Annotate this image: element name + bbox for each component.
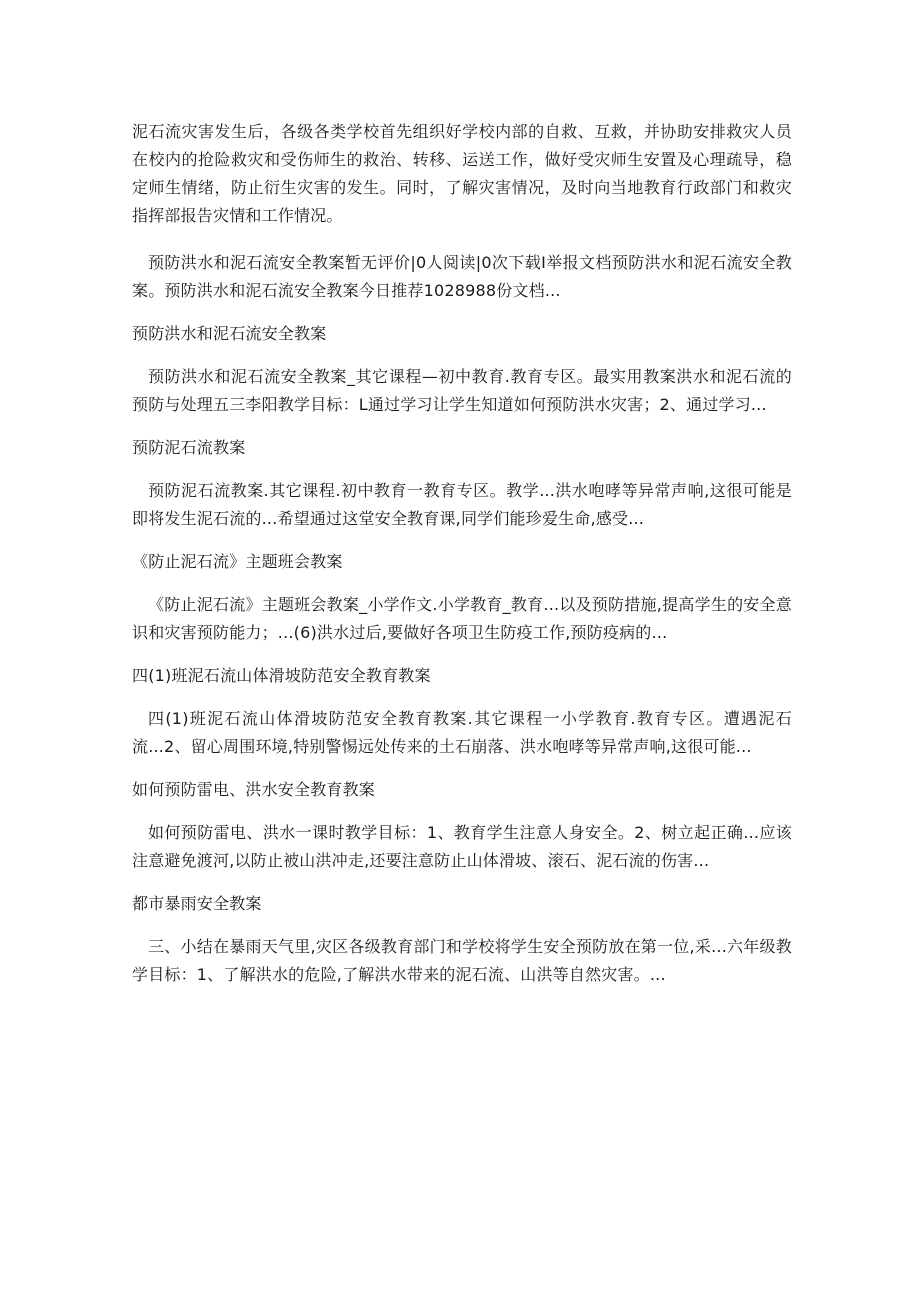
result-title[interactable]: 如何预防雷电、洪水安全教育教案 (132, 780, 376, 799)
result-item (132, 776, 792, 875)
result-item (132, 548, 792, 647)
result-title[interactable]: 都市暴雨安全教案 (132, 894, 262, 913)
result-item (132, 434, 792, 533)
result-snippet: 如何预防雷电、洪水一课时教学目标：1、教育学生注意人身安全。2、树立起正确...应该注意避免渡河,以防止被山洪冲走,还要注意防止山体滑坡、滚石、泥石流的伤害... (132, 823, 792, 870)
result-snippet: 四(1)班泥石流山体滑坡防范安全教育教案.其它课程一小学教育.教育专区。遭遇泥石流...2、留心周围环境,特别警惕远处传来的土石崩落、洪水咆哮等异常声响,这很可能... (132, 709, 792, 756)
result-title[interactable]: 预防洪水和泥石流安全教案 (132, 324, 327, 343)
result-item (132, 890, 792, 989)
result-title[interactable]: 预防泥石流教案 (132, 438, 246, 457)
document-summary: 预防洪水和泥石流安全教案暂无评价|0人阅读|0次下载I举报文档预防洪水和泥石流安全教案。预防洪水和泥石流安全教案今日推荐1028988份文档... (132, 253, 792, 300)
result-item (132, 662, 792, 761)
result-snippet: 预防洪水和泥石流安全教案_其它课程—初中教育.教育专区。最实用教案洪水和泥石流的预防与处理五三李阳教学目标：L通过学习让学生知道如何预防洪水灾害；2、通过学习... (132, 367, 792, 414)
result-snippet: 三、小结在暴雨天气里,灾区各级教育部门和学校将学生安全预防放在第一位,采...六年级教学目标：1、了解洪水的危险,了解洪水带来的泥石流、山洪等自然灾害。... (132, 937, 792, 984)
intro-paragraph: 泥石流灾害发生后，各级各类学校首先组织好学校内部的自救、互救，并协助安排救灾人员在校内的抢险救灾和受伤师生的救治、转移、运送工作，做好受灾师生安置及心理疏导，稳定师生情绪，防止衍生灾害的发生。同时，了解灾害情况，及时向当地教育行政部门和救灾指挥部报告灾情和工作情况。 (132, 122, 792, 225)
result-title[interactable]: 四(1)班泥石流山体滑坡防范安全教育教案 (132, 666, 431, 685)
result-item (132, 320, 792, 419)
result-snippet: 预防泥石流教案.其它课程.初中教育一教育专区。教学...洪水咆哮等异常声响,这很可能是即将发生泥石流的...希望通过这堂安全教育课,同学们能珍爱生命,感受... (132, 481, 792, 528)
result-title[interactable]: 《防止泥石流》主题班会教案 (132, 552, 343, 571)
document-page (132, 118, 792, 989)
result-snippet: 《防止泥石流》主题班会教案_小学作文.小学教育_教育...以及预防措施,提高学生的安全意识和灾害预防能力；...(6)洪水过后,要做好各项卫生防疫工作,预防疫病的... (132, 595, 792, 642)
